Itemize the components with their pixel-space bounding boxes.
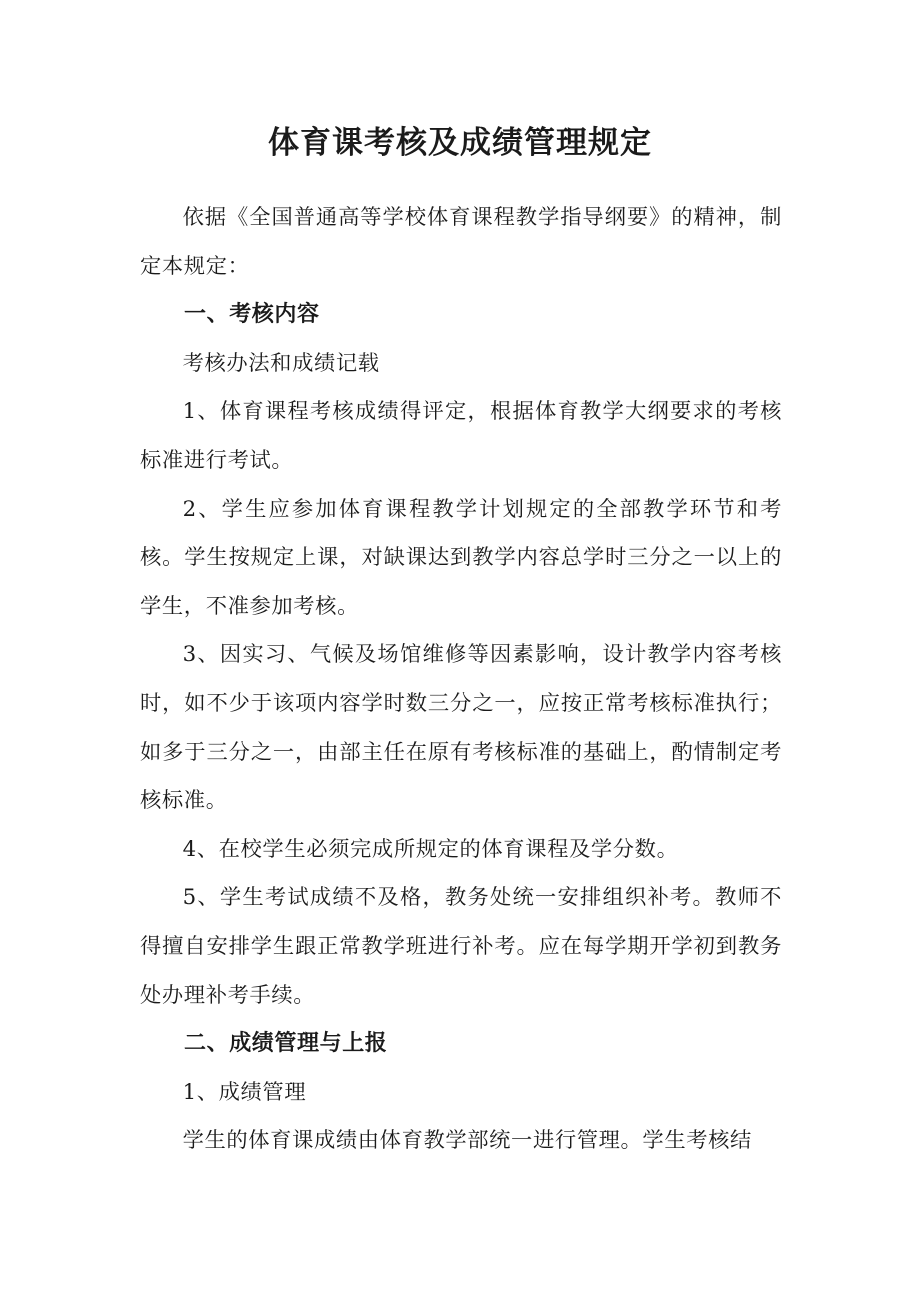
body-paragraph: 学生的体育课成绩由体育教学部统一进行管理。学生考核结 bbox=[182, 1128, 752, 1154]
document-title: 体育课考核及成绩管理规定 bbox=[268, 125, 652, 161]
intro-paragraph: 依据《全国普通高等学校体育课程教学指导纲要》的精神，制定本规定： bbox=[140, 205, 782, 279]
subsection-label: 1、成绩管理 bbox=[182, 1079, 307, 1105]
rule-paragraph: 1、体育课程考核成绩得评定，根据体育教学大纲要求的考核标准进行考试。 bbox=[140, 399, 782, 473]
rule-paragraph: 3、因实习、气候及场馆维修等因素影响，设计教学内容考核时，如不少于该项内容学时数三分之一，应按正常考核标准执行；如多于三分之一，由部主任在原有考核标准的基础上，酌情制定考核标准。 bbox=[140, 642, 782, 814]
section-heading-assessment: 一、考核内容 bbox=[184, 302, 320, 328]
document-body bbox=[140, 194, 782, 1166]
rule-paragraph: 4、在校学生必须完成所规定的体育课程及学分数。 bbox=[182, 836, 679, 862]
rule-paragraph: 5、学生考试成绩不及格，教务处统一安排组织补考。教师不得擅自安排学生跟正常教学班进行补考。应在每学期开学初到教务处办理补考手续。 bbox=[140, 885, 782, 1008]
section-heading-grade-management: 二、成绩管理与上报 bbox=[184, 1031, 388, 1057]
rule-paragraph: 2、学生应参加体育课程教学计划规定的全部教学环节和考核。学生按规定上课，对缺课达到教学内容总学时三分之一以上的学生，不准参加考核。 bbox=[140, 496, 782, 619]
subsection-label: 考核办法和成绩记载 bbox=[182, 350, 380, 376]
